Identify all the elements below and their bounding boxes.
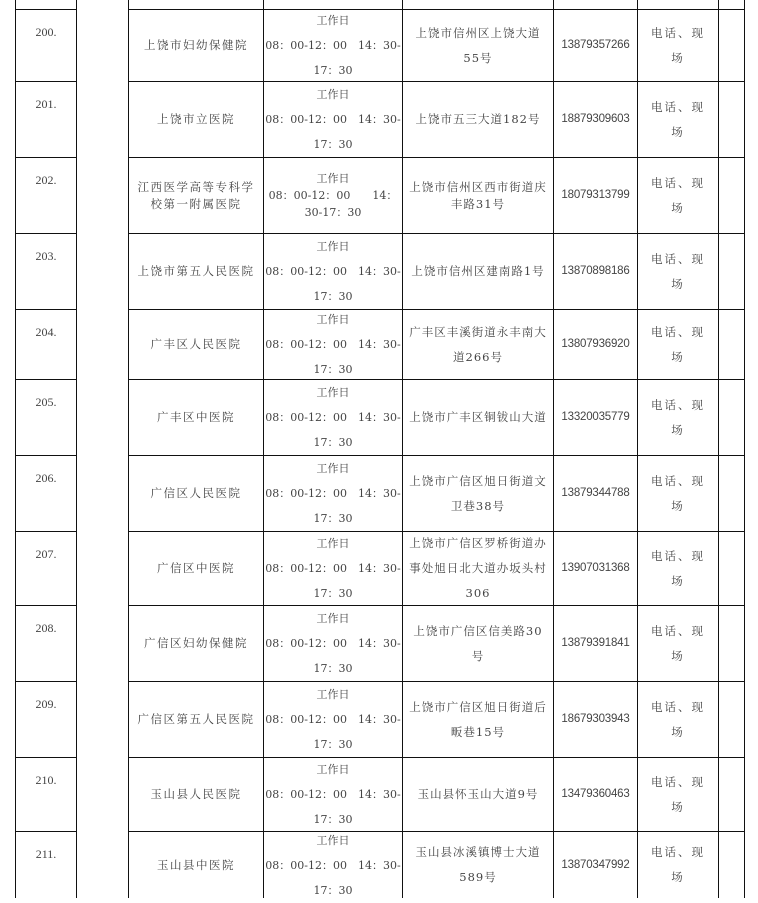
phone-number: 13879391841 — [561, 637, 630, 649]
phone-number: 13320035779 — [561, 411, 630, 423]
working-hours-line: 08：00-12：00 14：30- — [265, 265, 401, 278]
contact-method: 电话、现场 — [651, 548, 705, 588]
address: 上饶市信州区西市街道庆丰路31号 — [409, 179, 547, 211]
address: 上饶市五三大道182号 — [415, 112, 541, 126]
working-hours-line: 08：00-12：00 14：30- — [265, 39, 401, 52]
note-cell — [719, 832, 744, 898]
working-hours-line: 17：30 — [313, 738, 353, 751]
hospital-name: 广信区人民医院 — [150, 486, 242, 500]
address: 玉山县怀玉山大道9号 — [417, 787, 539, 801]
working-hours — [264, 682, 402, 757]
address: 上饶市信州区建南路1号 — [411, 264, 545, 278]
note-cell — [719, 310, 744, 379]
working-hours — [264, 234, 402, 309]
contact-method: 电话、现场 — [651, 473, 705, 513]
hospital-name: 江西医学高等专科学校第一附属医院 — [137, 179, 255, 211]
working-hours-line: 17：30 — [313, 512, 353, 525]
row-index: 200. — [35, 25, 57, 39]
address: 上饶市广信区罗桥街道办事处旭日北大道办坂头村306 — [409, 536, 547, 600]
phone-number: 18079313799 — [561, 189, 630, 201]
phone-number: 13870898186 — [561, 265, 630, 277]
working-hours-line: 17：30 — [313, 290, 353, 303]
note-cell — [719, 532, 744, 605]
working-hours — [264, 532, 402, 605]
hospital-name: 广丰区人民医院 — [150, 337, 242, 351]
row-index: 206. — [35, 471, 57, 485]
row-index: 201. — [35, 97, 57, 111]
contact-method: 电话、现场 — [651, 699, 705, 739]
row-index: 209. — [35, 697, 57, 711]
phone-number: 13479360463 — [561, 788, 630, 800]
hospital-name: 广信区妇幼保健院 — [144, 636, 248, 650]
working-hours-line: 08：00-12：00 14：30- — [265, 338, 401, 351]
row-index: 203. — [35, 249, 57, 263]
working-hours — [264, 82, 402, 157]
hospital-name: 广丰区中医院 — [157, 410, 235, 424]
hospital-name: 上饶市第五人民医院 — [137, 264, 255, 278]
working-hours-line: 08：00-12：00 14：30- — [265, 562, 401, 575]
working-hours — [264, 606, 402, 681]
contact-method: 电话、现场 — [651, 251, 705, 291]
hospital-name: 上饶市立医院 — [157, 112, 235, 126]
working-hours — [264, 158, 402, 233]
working-hours-line: 17：30 — [313, 813, 353, 826]
contact-method: 电话、现场 — [651, 845, 705, 884]
working-hours-line: 17：30 — [313, 883, 353, 897]
contact-method: 电话、现场 — [651, 25, 705, 65]
working-hours — [264, 380, 402, 455]
working-hours-line: 08：00-12：00 14：30- — [265, 788, 401, 801]
hospital-name: 广信区第五人民医院 — [137, 712, 255, 726]
phone-number: 13879344788 — [561, 487, 630, 499]
address: 上饶市信州区上饶大道55号 — [415, 25, 541, 65]
contact-method: 电话、现场 — [651, 623, 705, 663]
note-cell — [719, 380, 744, 455]
working-hours-line: 08：00-12：00 14：30- — [265, 113, 401, 126]
working-hours-line: 工作日 — [316, 763, 350, 776]
column-divider — [76, 0, 77, 898]
working-hours-line: 工作日 — [316, 240, 350, 253]
address: 上饶市广丰区铜钹山大道 — [409, 410, 547, 424]
working-hours-line: 工作日 — [316, 537, 350, 550]
working-hours-line: 工作日 — [316, 313, 350, 326]
working-hours-line: 08：00-12：00 14：30- — [265, 487, 401, 500]
working-hours-line: 17：30 — [313, 64, 353, 77]
row-index: 205. — [35, 395, 57, 409]
phone-number: 18879309603 — [561, 113, 630, 125]
working-hours-line: 17：30 — [313, 436, 353, 449]
row-index: 202. — [35, 173, 57, 187]
note-cell — [719, 606, 744, 681]
phone-number: 13807936920 — [561, 338, 630, 350]
phone-number: 13870347992 — [561, 858, 630, 871]
working-hours — [264, 832, 402, 898]
address: 玉山县冰溪镇博士大道589号 — [415, 845, 541, 884]
row-index: 204. — [35, 325, 57, 339]
row-index: 208. — [35, 621, 57, 635]
note-cell — [719, 158, 744, 233]
working-hours-line: 工作日 — [316, 833, 350, 847]
address: 上饶市广信区旭日街道文卫巷38号 — [409, 473, 547, 513]
working-hours-line: 工作日 — [316, 386, 350, 399]
contact-method: 电话、现场 — [651, 99, 705, 139]
working-hours-line: 工作日 — [316, 88, 350, 101]
row-index: 210. — [35, 773, 57, 787]
working-hours-line: 工作日 — [316, 612, 350, 625]
hospital-name: 上饶市妇幼保健院 — [144, 38, 248, 52]
working-hours-line: 工作日 — [316, 14, 350, 27]
working-hours-line: 工作日 — [316, 462, 350, 475]
contact-method: 电话、现场 — [651, 175, 705, 215]
working-hours-line: 17：30 — [313, 662, 353, 675]
phone-number: 13907031368 — [561, 562, 630, 574]
note-cell — [719, 758, 744, 831]
working-hours-line: 08：00-12：00 14：30- — [265, 713, 401, 726]
row-index: 207. — [35, 547, 57, 561]
address: 上饶市广信区旭日街道后畈巷15号 — [409, 699, 547, 739]
contact-method: 电话、现场 — [651, 774, 705, 814]
working-hours — [264, 10, 402, 81]
working-hours-line: 08：00-12：00 14：30- — [265, 411, 401, 424]
hospital-name: 玉山县人民医院 — [150, 787, 242, 801]
working-hours-line: 30-17：30 — [304, 206, 362, 219]
working-hours-line: 08：00-12：00 14：30- — [265, 858, 401, 872]
working-hours-line: 17：30 — [313, 138, 353, 151]
address: 上饶市广信区信美路30号 — [413, 623, 543, 663]
phone-number: 13879357266 — [561, 39, 630, 51]
hospital-name: 广信区中医院 — [157, 561, 235, 575]
working-hours-line: 08：00-12：00 14：30- — [265, 637, 401, 650]
working-hours-line: 17：30 — [313, 587, 353, 600]
phone-number: 18679303943 — [561, 713, 630, 725]
note-cell — [719, 82, 744, 157]
hospital-name: 玉山县中医院 — [157, 857, 235, 872]
row-index: 211. — [35, 847, 57, 861]
working-hours-line: 08：00-12：00 14： — [268, 189, 398, 202]
contact-method: 电话、现场 — [651, 397, 705, 437]
note-cell — [719, 234, 744, 309]
address: 广丰区丰溪街道永丰南大道266号 — [409, 324, 547, 364]
contact-method: 电话、现场 — [651, 324, 705, 364]
working-hours-line: 工作日 — [316, 688, 350, 701]
working-hours — [264, 758, 402, 831]
working-hours — [264, 310, 402, 379]
column-divider — [744, 0, 745, 898]
note-cell — [719, 682, 744, 757]
working-hours-line: 17：30 — [313, 363, 353, 376]
working-hours-line: 工作日 — [316, 172, 350, 185]
note-cell — [719, 10, 744, 81]
note-cell — [719, 456, 744, 531]
working-hours — [264, 456, 402, 531]
